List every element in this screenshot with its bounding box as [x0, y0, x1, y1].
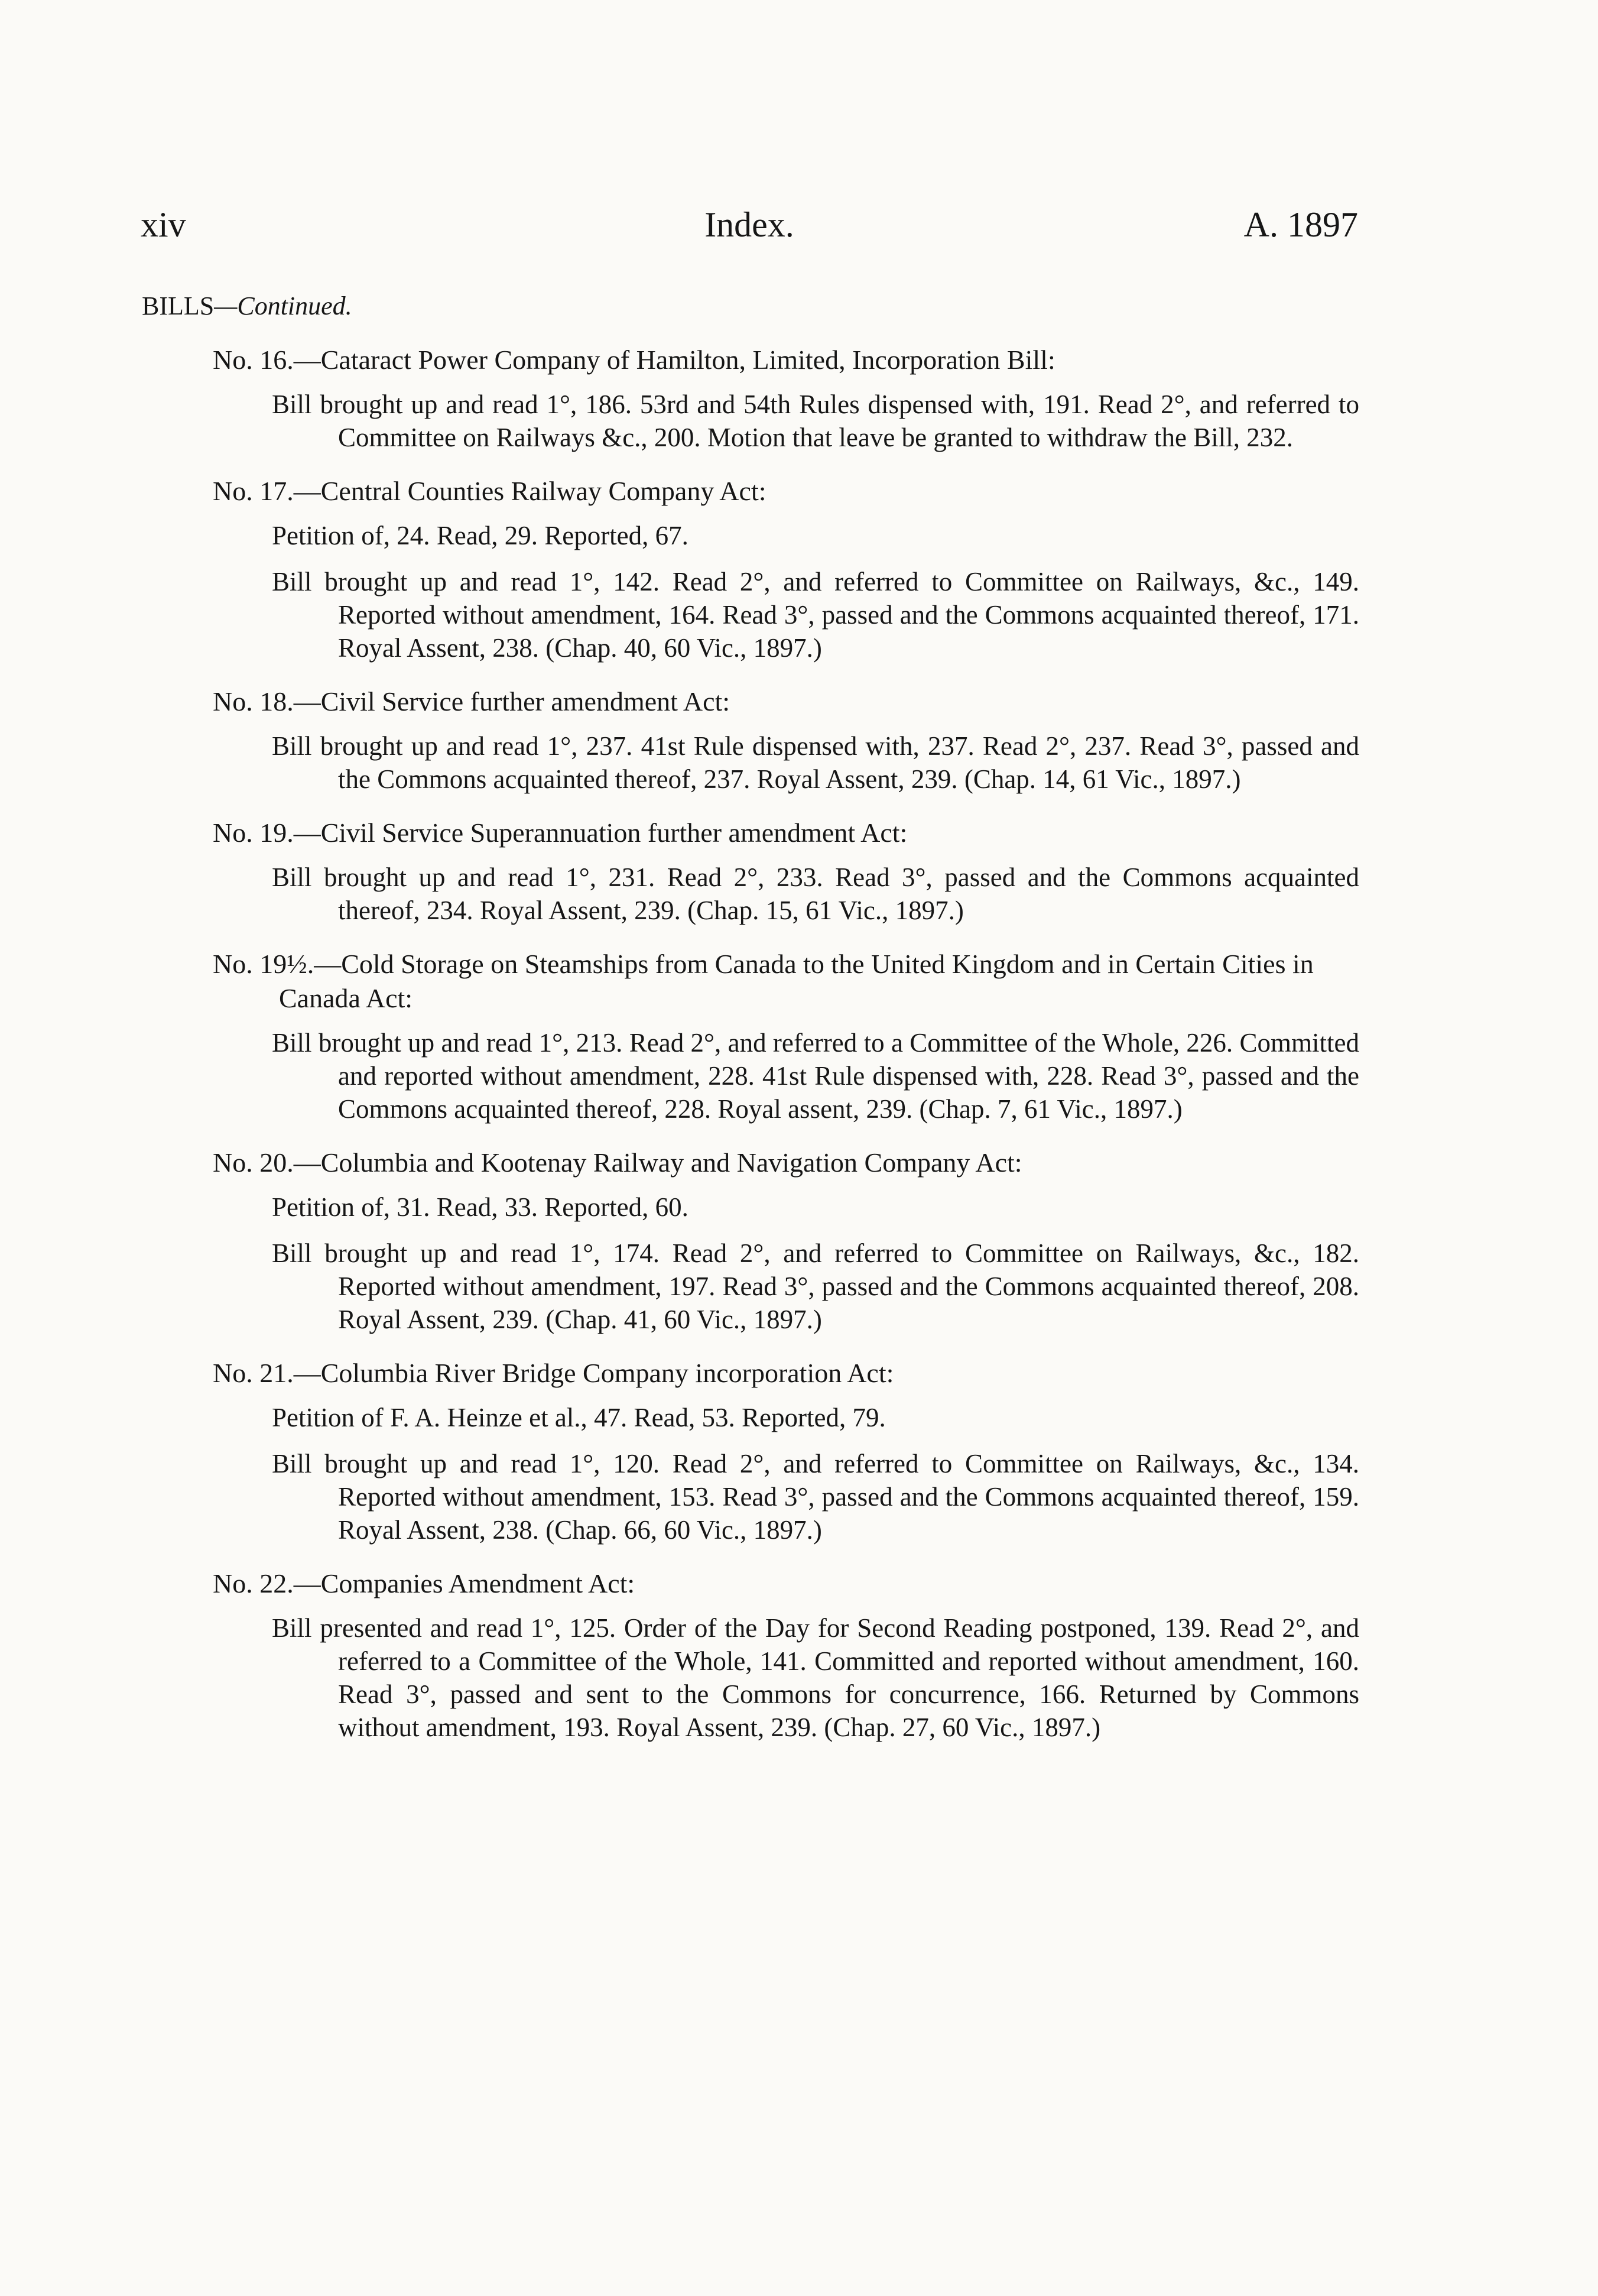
index-entry [213, 685, 1359, 796]
entry-paragraph: Petition of, 31. Read, 33. Reported, 60. [272, 1192, 688, 1222]
entry-paragraph: Petition of F. A. Heinze et al., 47. Read, 53. Reported, 79. [272, 1403, 886, 1432]
page-number: xiv [141, 205, 186, 244]
entry-paragraph: Petition of, 24. Read, 29. Reported, 67. [272, 521, 688, 550]
entry-title: No. 16.—Cataract Power Company of Hamilton, Limited, Incorporation Bill: [213, 345, 1055, 375]
index-entry [213, 1356, 1359, 1546]
index-entry [213, 1567, 1359, 1744]
section-continued: —Continued. [214, 291, 352, 320]
entry-title: No. 19½.—Cold Storage on Steamships from Canada to the United Kingdom and in Certain Cities in Canada Act: [213, 949, 1314, 1013]
page-year: A. 1897 [1243, 205, 1358, 244]
entry-paragraph: Bill brought up and read 1°, 174. Read 2°, and referred to Committee on Railways, &c., 182. Reported without amendment, 197. Read 3°, passed and the Commons acquainted thereof, 208. Royal Assent, 239. (Chap. 41, 60 Vic., 1897.) [272, 1238, 1359, 1334]
index-entry [213, 474, 1359, 664]
entry-paragraph: Bill brought up and read 1°, 186. 53rd and 54th Rules dispensed with, 191. Read 2°, and referred to Committee on Railways &c., 200. Motion that leave be granted to withdraw the Bill, 232. [272, 390, 1359, 452]
entry-title: No. 21.—Columbia River Bridge Company incorporation Act: [213, 1358, 894, 1388]
entry-paragraph: Bill brought up and read 1°, 237. 41st Rule dispensed with, 237. Read 2°, 237. Read 3°, passed and the Commons acquainted thereof, 237. Royal Assent, 239. (Chap. 14, 61 Vic., 1897.) [272, 731, 1359, 794]
index-entry [213, 343, 1359, 454]
entry-title: No. 19.—Civil Service Superannuation further amendment Act: [213, 818, 908, 848]
index-entry [213, 947, 1359, 1126]
entry-paragraph: Bill presented and read 1°, 125. Order of the Day for Second Reading postponed, 139. Read 2°, and referred to a Committee of the Whole, 141. Committed and reported without amendment, 160. Read 3°, passed and sent to the Commons for concurrence, 166. Returned by Commons without amendment, 193. Royal Assent, 239. (Chap. 27, 60 Vic., 1897.) [272, 1613, 1359, 1742]
entry-paragraph: Bill brought up and read 1°, 120. Read 2°, and referred to Committee on Railways, &c., 134. Reported without amendment, 153. Read 3°, passed and the Commons acquainted thereof, 159. Royal Assent, 238. (Chap. 66, 60 Vic., 1897.) [272, 1449, 1359, 1545]
index-entries [213, 343, 1359, 1764]
index-entry [213, 816, 1359, 927]
entry-paragraph: Bill brought up and read 1°, 231. Read 2°, 233. Read 3°, passed and the Commons acquainted thereof, 234. Royal Assent, 239. (Chap. 15, 61 Vic., 1897.) [272, 862, 1359, 925]
entry-title: No. 20.—Columbia and Kootenay Railway and Navigation Company Act: [213, 1147, 1022, 1178]
page-header [141, 198, 1358, 251]
section-heading [142, 288, 352, 324]
entry-title: No. 18.—Civil Service further amendment Act: [213, 686, 730, 716]
entry-title: No. 22.—Companies Amendment Act: [213, 1568, 635, 1598]
page-title: Index. [704, 205, 794, 244]
entry-paragraph: Bill brought up and read 1°, 213. Read 2°, and referred to a Committee of the Whole, 226. Committed and reported without amendment, 228. 41st Rule dispensed with, 228. Read 3°, passed and the Commons acquainted thereof, 228. Royal assent, 239. (Chap. 7, 61 Vic., 1897.) [272, 1028, 1359, 1124]
index-entry [213, 1146, 1359, 1336]
entry-paragraph: Bill brought up and read 1°, 142. Read 2°, and referred to Committee on Railways, &c., 149. Reported without amendment, 164. Read 3°, passed and the Commons acquainted thereof, 171. Royal Assent, 238. (Chap. 40, 60 Vic., 1897.) [272, 567, 1359, 663]
entry-title: No. 17.—Central Counties Railway Company Act: [213, 476, 766, 506]
section-title: BILLS [142, 291, 215, 320]
